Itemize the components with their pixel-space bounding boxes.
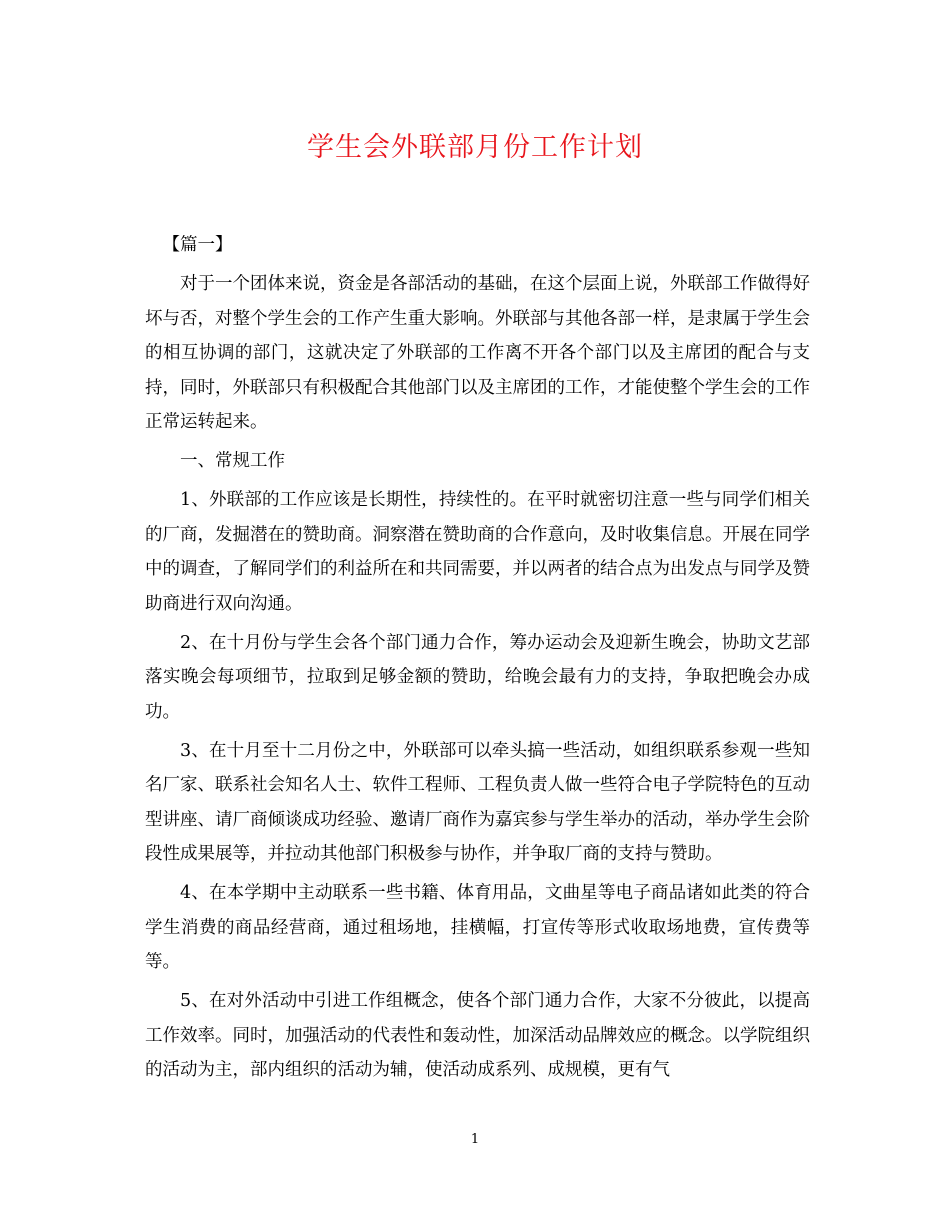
paragraph-heading-routine-work: 一、常规工作	[180, 451, 285, 471]
paragraph-item-5: 5、在对外活动中引进工作组概念，使各个部门通力合作，大家不分彼此，以提高工作效率。同时，加强活动的代表性和轰动性，加深活动品牌效应的概念。以学院组织的活动为主，部内组织的活动为辅，使活动成系列、成规模，更有气	[145, 991, 810, 1080]
document-title: 学生会外联部月份工作计划	[307, 132, 643, 163]
paragraph-item-3: 3、在十月至十二月份之中，外联部可以牵头搞一些活动，如组织联系参观一些知名厂家、联系社会知名人士、软件工程师、工程负责人做一些符合电子学院特色的互动型讲座、请厂商倾谈成功经验、邀请厂商作为嘉宾参与学生举办的活动，举办学生会阶段性成果展等，并拉动其他部门积极参与协作，并争取厂商的支持与赞助。	[145, 740, 810, 864]
paragraph-item-2: 2、在十月份与学生会各个部门通力合作，筹办运动会及迎新生晚会，协助文艺部落实晚会每项细节，拉取到足够金额的赞助，给晚会最有力的支持，争取把晚会办成功。	[145, 632, 810, 722]
section-label: 【篇一】	[162, 235, 233, 255]
document-body	[145, 228, 810, 1092]
paragraph-item-4: 4、在本学期中主动联系一些书籍、体育用品，文曲星等电子商品诸如此类的符合学生消费的商品经营商，通过租场地，挂横幅，打宣传等形式收取场地费，宣传费等等。	[145, 883, 810, 972]
paragraph-intro: 对于一个团体来说，资金是各部活动的基础，在这个层面上说，外联部工作做得好坏与否，对整个学生会的工作产生重大影响。外联部与其他各部一样，是隶属于学生会的相互协调的部门，这就决定了外联部的工作离不开各个部门以及主席团的配合与支持，同时，外联部只有积极配合其他部门以及主席团的工作，才能使整个学生会的工作正常运转起来。	[145, 274, 810, 432]
paragraph-item-1: 1、外联部的工作应该是长期性，持续性的。在平时就密切注意一些与同学们相关的厂商，发掘潜在的赞助商。洞察潜在赞助商的合作意向，及时收集信息。开展在同学中的调查，了解同学们的利益所在和共同需要，并以两者的结合点为出发点与同学及赞助商进行双向沟通。	[145, 490, 810, 614]
page-number: 1	[470, 1132, 480, 1147]
